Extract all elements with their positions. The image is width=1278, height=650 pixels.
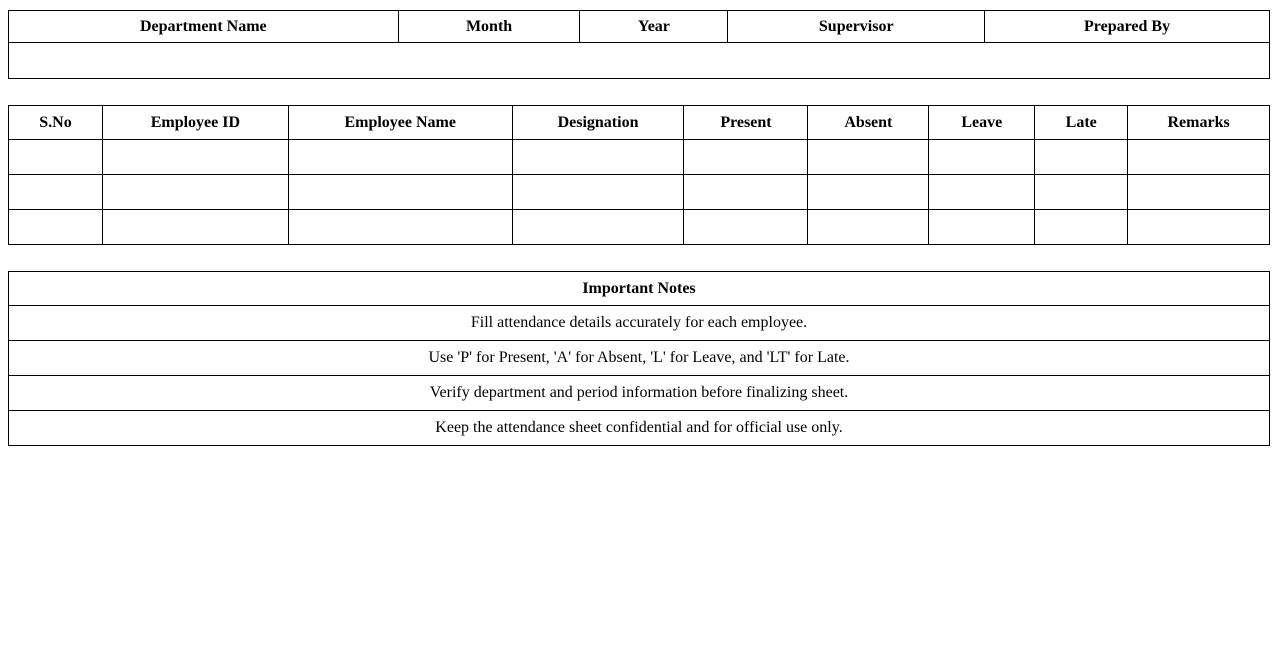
attendance-table [8, 105, 1270, 245]
cell-employee-name [288, 140, 512, 175]
col-header-employee-name: Employee Name [288, 106, 512, 140]
header-info-header-row [9, 11, 1270, 43]
note-item: Fill attendance details accurately for each employee. [9, 306, 1270, 341]
cell-leave [929, 175, 1035, 210]
cell-employee-name [288, 210, 512, 245]
cell-late [1035, 175, 1128, 210]
col-header-month: Month [398, 11, 580, 43]
col-header-sno: S.No [9, 106, 103, 140]
attendance-header-row [9, 106, 1270, 140]
cell-remarks [1128, 210, 1270, 245]
header-info-value-cell [9, 43, 1270, 79]
attendance-row [9, 140, 1270, 175]
note-row [9, 376, 1270, 411]
cell-sno [9, 210, 103, 245]
col-header-leave: Leave [929, 106, 1035, 140]
cell-designation [512, 210, 684, 245]
col-header-prepared-by: Prepared By [985, 11, 1270, 43]
note-row [9, 306, 1270, 341]
cell-present [684, 175, 808, 210]
cell-remarks [1128, 140, 1270, 175]
note-item: Use 'P' for Present, 'A' for Absent, 'L' for Leave, and 'LT' for Late. [9, 341, 1270, 376]
notes-title: Important Notes [9, 272, 1270, 306]
attendance-row [9, 210, 1270, 245]
cell-leave [929, 140, 1035, 175]
cell-designation [512, 175, 684, 210]
note-item: Verify department and period information before finalizing sheet. [9, 376, 1270, 411]
cell-late [1035, 210, 1128, 245]
cell-employee-name [288, 175, 512, 210]
cell-employee-id [102, 140, 288, 175]
note-row [9, 411, 1270, 446]
cell-leave [929, 210, 1035, 245]
cell-designation [512, 140, 684, 175]
cell-employee-id [102, 175, 288, 210]
cell-sno [9, 175, 103, 210]
col-header-department-name: Department Name [9, 11, 399, 43]
col-header-present: Present [684, 106, 808, 140]
cell-absent [808, 175, 929, 210]
cell-sno [9, 140, 103, 175]
attendance-row [9, 175, 1270, 210]
notes-title-row [9, 272, 1270, 306]
col-header-supervisor: Supervisor [728, 11, 985, 43]
note-item: Keep the attendance sheet confidential and for official use only. [9, 411, 1270, 446]
header-info-table [8, 10, 1270, 79]
cell-absent [808, 210, 929, 245]
cell-present [684, 210, 808, 245]
cell-late [1035, 140, 1128, 175]
important-notes-table [8, 271, 1270, 446]
col-header-employee-id: Employee ID [102, 106, 288, 140]
cell-present [684, 140, 808, 175]
cell-employee-id [102, 210, 288, 245]
note-row [9, 341, 1270, 376]
col-header-remarks: Remarks [1128, 106, 1270, 140]
header-info-value-row [9, 43, 1270, 79]
col-header-year: Year [580, 11, 728, 43]
col-header-absent: Absent [808, 106, 929, 140]
cell-absent [808, 140, 929, 175]
col-header-designation: Designation [512, 106, 684, 140]
cell-remarks [1128, 175, 1270, 210]
col-header-late: Late [1035, 106, 1128, 140]
